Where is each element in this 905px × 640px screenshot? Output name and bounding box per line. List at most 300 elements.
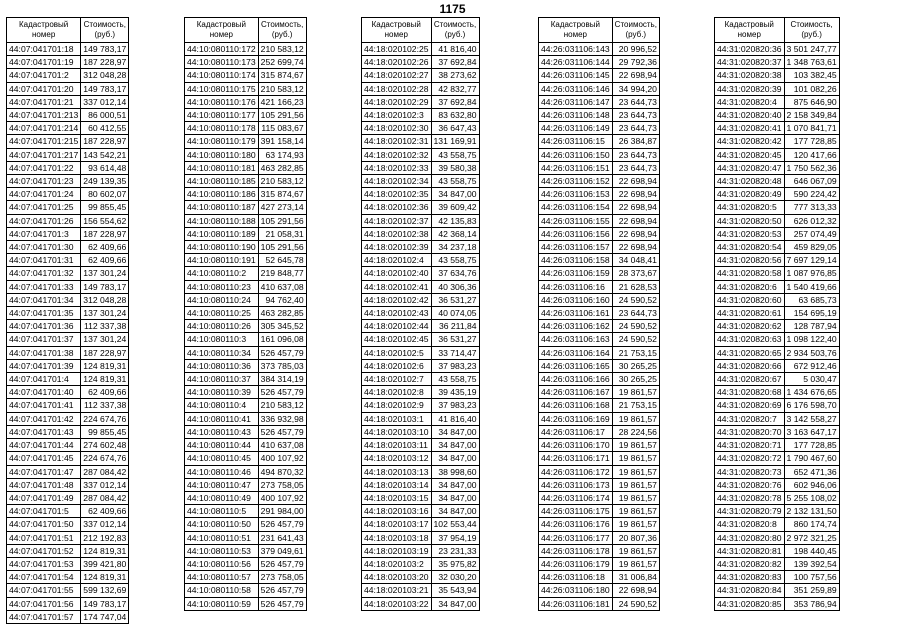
table-row — [539, 109, 660, 122]
cost-value: 149 783,17 — [81, 43, 129, 56]
cadastral-table-5 — [714, 17, 840, 611]
cadastral-number: 44:10:080110:44 — [185, 439, 259, 452]
header-cadastral-number: Кадастровый номер — [362, 18, 432, 43]
cadastral-number: 44:26:031106:165 — [539, 359, 613, 372]
table-row — [539, 135, 660, 148]
table-row — [362, 280, 480, 293]
table-row — [539, 227, 660, 240]
cost-value: 62 409,66 — [81, 505, 129, 518]
cost-value: 526 457,79 — [258, 597, 306, 610]
table-row — [362, 320, 480, 333]
table-row — [185, 307, 307, 320]
cadastral-number: 44:26:031106:167 — [539, 386, 613, 399]
cadastral-number: 44:10:080110:36 — [185, 359, 259, 372]
table-row — [539, 491, 660, 504]
cost-value: 38 998,60 — [431, 465, 479, 478]
cost-value: 39 435,19 — [431, 386, 479, 399]
table-row — [185, 346, 307, 359]
table-row — [539, 452, 660, 465]
cadastral-number: 44:07:041701:23 — [7, 175, 81, 188]
cost-value: 36 211,84 — [431, 320, 479, 333]
cadastral-number: 44:31:020820:69 — [715, 399, 785, 412]
cadastral-number: 44:31:020820:67 — [715, 373, 785, 386]
table-row — [7, 293, 129, 306]
cost-value: 105 291,56 — [258, 109, 306, 122]
table-row — [185, 148, 307, 161]
cadastral-number: 44:07:041701:53 — [7, 557, 81, 570]
cost-value: 42 368,14 — [431, 227, 479, 240]
table-row — [185, 359, 307, 372]
cadastral-number: 44:07:041701:33 — [7, 280, 81, 293]
cadastral-number: 44:26:031106:155 — [539, 214, 613, 227]
table-row — [185, 373, 307, 386]
table-row — [185, 201, 307, 214]
table-row — [7, 359, 129, 372]
cadastral-number: 44:07:041701:42 — [7, 412, 81, 425]
cadastral-number: 44:07:041701:44 — [7, 439, 81, 452]
header-cost: Стоимость, (руб.) — [431, 18, 479, 43]
table-row — [715, 557, 840, 570]
cadastral-number: 44:10:080110:57 — [185, 571, 259, 584]
cadastral-number: 44:26:031106:172 — [539, 465, 613, 478]
table-row — [362, 135, 480, 148]
cost-value: 463 282,85 — [258, 161, 306, 174]
table-row — [715, 373, 840, 386]
cost-value: 22 698,94 — [612, 584, 659, 597]
cost-value: 39 609,42 — [431, 201, 479, 214]
cost-value: 137 301,24 — [81, 333, 129, 346]
cadastral-number: 44:31:020820:47 — [715, 161, 785, 174]
cost-value: 124 819,31 — [81, 571, 129, 584]
table-row — [185, 135, 307, 148]
cost-value: 273 758,05 — [258, 571, 306, 584]
cost-value: 312 048,28 — [81, 69, 129, 82]
table-row — [185, 267, 307, 280]
table-row — [539, 69, 660, 82]
cadastral-number: 44:10:080110:174 — [185, 69, 259, 82]
table-row — [362, 148, 480, 161]
cost-value: 252 699,74 — [258, 56, 306, 69]
cadastral-number: 44:18:020102:26 — [362, 56, 432, 69]
cost-value: 210 583,12 — [258, 175, 306, 188]
table-row — [185, 557, 307, 570]
table-row — [7, 95, 129, 108]
table-row — [362, 452, 480, 465]
table-row — [185, 584, 307, 597]
cost-value: 19 861,57 — [612, 505, 659, 518]
cost-value: 287 084,42 — [81, 465, 129, 478]
cadastral-number: 44:18:020102:37 — [362, 214, 432, 227]
table-row — [715, 241, 840, 254]
cost-value: 62 409,66 — [81, 241, 129, 254]
table-row — [539, 346, 660, 359]
cadastral-number: 44:10:080110:51 — [185, 531, 259, 544]
cost-value: 23 644,73 — [612, 307, 659, 320]
cadastral-number: 44:18:020103:1 — [362, 412, 432, 425]
cost-value: 2 934 503,76 — [784, 346, 839, 359]
cost-value: 24 590,52 — [612, 597, 659, 610]
table-row — [715, 267, 840, 280]
cost-value: 224 674,76 — [81, 412, 129, 425]
cost-value: 602 946,06 — [784, 478, 839, 491]
table-row — [539, 505, 660, 518]
cost-value: 2 972 321,25 — [784, 531, 839, 544]
cadastral-number: 44:26:031106:148 — [539, 109, 613, 122]
cost-value: 21 058,31 — [258, 227, 306, 240]
cost-value: 494 870,32 — [258, 465, 306, 478]
table-row — [185, 333, 307, 346]
cadastral-number: 44:10:080110:177 — [185, 109, 259, 122]
table-row — [7, 227, 129, 240]
cost-value: 120 417,66 — [784, 148, 839, 161]
table-row — [539, 359, 660, 372]
cadastral-number: 44:31:020820:65 — [715, 346, 785, 359]
cadastral-table-2 — [184, 17, 307, 611]
table-row — [539, 56, 660, 69]
cost-value: 400 107,92 — [258, 452, 306, 465]
cost-value: 287 084,42 — [81, 491, 129, 504]
cadastral-number: 44:07:041701:37 — [7, 333, 81, 346]
table-row — [185, 439, 307, 452]
cadastral-number: 44:07:041701:213 — [7, 109, 81, 122]
cost-value: 875 646,90 — [784, 95, 839, 108]
table-row — [539, 478, 660, 491]
cadastral-number: 44:07:041701:38 — [7, 346, 81, 359]
table-row — [362, 597, 480, 610]
cost-value: 463 282,85 — [258, 307, 306, 320]
table-row — [715, 439, 840, 452]
table-row — [715, 518, 840, 531]
table-row — [539, 82, 660, 95]
table-row — [185, 478, 307, 491]
cost-value: 34 048,41 — [612, 254, 659, 267]
cadastral-number: 44:18:020102:38 — [362, 227, 432, 240]
cadastral-number: 44:10:080110:173 — [185, 56, 259, 69]
cadastral-number: 44:31:020820:37 — [715, 56, 785, 69]
cost-value: 19 861,57 — [612, 491, 659, 504]
cost-value: 83 632,80 — [431, 109, 479, 122]
cadastral-number: 44:07:041701:54 — [7, 571, 81, 584]
cadastral-number: 44:18:020102:33 — [362, 161, 432, 174]
cost-value: 177 728,85 — [784, 439, 839, 452]
table-row — [7, 43, 129, 56]
table-row — [7, 610, 129, 623]
cost-value: 3 142 558,27 — [784, 412, 839, 425]
table-row — [362, 505, 480, 518]
cadastral-number: 44:07:041701:215 — [7, 135, 81, 148]
cadastral-number: 44:18:020103:13 — [362, 465, 432, 478]
table-row — [539, 584, 660, 597]
cost-value: 672 912,46 — [784, 359, 839, 372]
table-row — [7, 518, 129, 531]
cadastral-number: 44:26:031106:161 — [539, 307, 613, 320]
cadastral-number: 44:31:020820:61 — [715, 307, 785, 320]
cost-value: 34 994,20 — [612, 82, 659, 95]
cadastral-number: 44:07:041701:30 — [7, 241, 81, 254]
cadastral-number: 44:26:031106:18 — [539, 571, 613, 584]
table-row — [715, 478, 840, 491]
table-row — [185, 399, 307, 412]
cost-value: 219 848,77 — [258, 267, 306, 280]
cadastral-number: 44:31:020820:48 — [715, 175, 785, 188]
cadastral-number: 44:31:020820:71 — [715, 439, 785, 452]
cadastral-number: 44:26:031106:177 — [539, 531, 613, 544]
cadastral-number: 44:10:080110:39 — [185, 386, 259, 399]
cadastral-number: 44:31:020820:84 — [715, 584, 785, 597]
cost-value: 1 790 467,60 — [784, 452, 839, 465]
table-row — [7, 188, 129, 201]
cadastral-number: 44:31:020820:78 — [715, 491, 785, 504]
header-cadastral-number: Кадастровый номер — [185, 18, 259, 43]
cost-value: 93 614,48 — [81, 161, 129, 174]
cost-value: 62 409,66 — [81, 386, 129, 399]
cadastral-number: 44:10:080110:191 — [185, 254, 259, 267]
cadastral-number: 44:18:020102:29 — [362, 95, 432, 108]
table-row — [539, 161, 660, 174]
cadastral-number: 44:26:031106:181 — [539, 597, 613, 610]
cadastral-number: 44:31:020820:7 — [715, 412, 785, 425]
header-cost: Стоимость, (руб.) — [612, 18, 659, 43]
cadastral-number: 44:31:020820:66 — [715, 359, 785, 372]
cadastral-number: 44:07:041701:26 — [7, 214, 81, 227]
cost-value: 115 083,67 — [258, 122, 306, 135]
cadastral-number: 44:10:080110:185 — [185, 175, 259, 188]
cost-value: 34 237,18 — [431, 241, 479, 254]
cost-value: 3 163 647,17 — [784, 425, 839, 438]
cadastral-number: 44:18:020103:11 — [362, 439, 432, 452]
cost-value: 187 228,97 — [81, 135, 129, 148]
table-row — [7, 280, 129, 293]
cadastral-number: 44:18:020102:30 — [362, 122, 432, 135]
cadastral-number: 44:10:080110:172 — [185, 43, 259, 56]
table-row — [715, 584, 840, 597]
cost-value: 124 819,31 — [81, 359, 129, 372]
cadastral-number: 44:07:041701:55 — [7, 584, 81, 597]
table-row — [185, 188, 307, 201]
cadastral-number: 44:26:031106:17 — [539, 425, 613, 438]
cost-value: 139 392,54 — [784, 557, 839, 570]
cost-value: 210 583,12 — [258, 399, 306, 412]
cadastral-number: 44:18:020102:35 — [362, 188, 432, 201]
table-row — [715, 109, 840, 122]
cost-value: 20 807,36 — [612, 531, 659, 544]
cost-value: 19 861,57 — [612, 439, 659, 452]
cadastral-number: 44:18:020102:40 — [362, 267, 432, 280]
table-row — [362, 43, 480, 56]
cost-value: 30 265,25 — [612, 373, 659, 386]
cost-value: 273 758,05 — [258, 478, 306, 491]
cadastral-number: 44:18:020102:4 — [362, 254, 432, 267]
cadastral-number: 44:10:080110:181 — [185, 161, 259, 174]
cadastral-number: 44:18:020103:10 — [362, 425, 432, 438]
cadastral-number: 44:26:031106:170 — [539, 439, 613, 452]
cadastral-number: 44:07:041701:56 — [7, 597, 81, 610]
cadastral-number: 44:10:080110:45 — [185, 452, 259, 465]
table-row — [362, 478, 480, 491]
cost-value: 34 847,00 — [431, 452, 479, 465]
table-row — [362, 95, 480, 108]
cadastral-number: 44:10:080110:24 — [185, 293, 259, 306]
cadastral-number: 44:31:020820:8 — [715, 518, 785, 531]
table-row — [7, 254, 129, 267]
table-row — [362, 399, 480, 412]
cadastral-number: 44:31:020820:53 — [715, 227, 785, 240]
cadastral-number: 44:26:031106:173 — [539, 478, 613, 491]
table-row — [715, 95, 840, 108]
cadastral-number: 44:26:031106:145 — [539, 69, 613, 82]
cadastral-number: 44:26:031106:171 — [539, 452, 613, 465]
table-row — [715, 161, 840, 174]
cadastral-number: 44:26:031106:160 — [539, 293, 613, 306]
table-row — [539, 531, 660, 544]
cost-value: 43 558,75 — [431, 148, 479, 161]
cadastral-number: 44:10:080110:189 — [185, 227, 259, 240]
cadastral-number: 44:18:020102:34 — [362, 175, 432, 188]
table-row — [539, 544, 660, 557]
cadastral-number: 44:31:020820:4 — [715, 95, 785, 108]
cadastral-number: 44:18:020103:20 — [362, 571, 432, 584]
cost-value: 526 457,79 — [258, 386, 306, 399]
table-row — [539, 557, 660, 570]
cost-value: 149 783,17 — [81, 82, 129, 95]
table-row — [7, 478, 129, 491]
cadastral-number: 44:18:020102:39 — [362, 241, 432, 254]
cost-value: 63 174,93 — [258, 148, 306, 161]
cadastral-number: 44:31:020820:81 — [715, 544, 785, 557]
cost-value: 224 674,76 — [81, 452, 129, 465]
table-row — [7, 267, 129, 280]
cost-value: 37 692,84 — [431, 56, 479, 69]
cost-value: 1 070 841,71 — [784, 122, 839, 135]
cadastral-number: 44:31:020820:80 — [715, 531, 785, 544]
cost-value: 1 434 676,65 — [784, 386, 839, 399]
cost-value: 94 762,40 — [258, 293, 306, 306]
table-row — [7, 373, 129, 386]
table-row — [539, 254, 660, 267]
cost-value: 212 192,83 — [81, 531, 129, 544]
cost-value: 21 628,53 — [612, 280, 659, 293]
cost-value: 5 255 108,02 — [784, 491, 839, 504]
cost-value: 22 698,94 — [612, 69, 659, 82]
cost-value: 410 637,08 — [258, 280, 306, 293]
table-row — [7, 333, 129, 346]
cadastral-number: 44:31:020820:6 — [715, 280, 785, 293]
cadastral-number: 44:07:041701:43 — [7, 425, 81, 438]
cost-value: 37 692,84 — [431, 95, 479, 108]
cost-value: 210 583,12 — [258, 43, 306, 56]
table-row — [362, 425, 480, 438]
cadastral-number: 44:31:020820:39 — [715, 82, 785, 95]
table-row — [7, 597, 129, 610]
header-cost: Стоимость, (руб.) — [784, 18, 839, 43]
cadastral-number: 44:18:020102:9 — [362, 399, 432, 412]
table-row — [715, 82, 840, 95]
cost-value: 40 306,36 — [431, 280, 479, 293]
cost-value: 187 228,97 — [81, 346, 129, 359]
table-row — [539, 518, 660, 531]
cadastral-number: 44:10:080110:47 — [185, 478, 259, 491]
table-row — [362, 201, 480, 214]
cost-value: 257 074,49 — [784, 227, 839, 240]
cadastral-number: 44:07:041701:22 — [7, 161, 81, 174]
table-row — [185, 95, 307, 108]
cost-value: 3 501 247,77 — [784, 43, 839, 56]
cadastral-number: 44:18:020103:21 — [362, 584, 432, 597]
table-row — [362, 386, 480, 399]
cadastral-number: 44:26:031106:152 — [539, 175, 613, 188]
table-row — [362, 373, 480, 386]
cadastral-number: 44:07:041701:36 — [7, 320, 81, 333]
cost-value: 23 644,73 — [612, 109, 659, 122]
cost-value: 34 847,00 — [431, 425, 479, 438]
table-row — [715, 465, 840, 478]
table-row — [185, 425, 307, 438]
table-header-row — [185, 18, 307, 43]
cost-value: 101 082,26 — [784, 82, 839, 95]
table-row — [715, 491, 840, 504]
cost-value: 19 861,57 — [612, 557, 659, 570]
table-row — [185, 280, 307, 293]
table-row — [7, 571, 129, 584]
cadastral-number: 44:07:041701:48 — [7, 478, 81, 491]
cadastral-number: 44:26:031106:162 — [539, 320, 613, 333]
cadastral-number: 44:07:041701:41 — [7, 399, 81, 412]
cadastral-number: 44:10:080110:58 — [185, 584, 259, 597]
cadastral-number: 44:18:020102:5 — [362, 346, 432, 359]
cost-value: 24 590,52 — [612, 320, 659, 333]
table-row — [539, 307, 660, 320]
cadastral-number: 44:26:031106:153 — [539, 188, 613, 201]
table-row — [539, 425, 660, 438]
table-row — [715, 425, 840, 438]
cost-value: 43 558,75 — [431, 254, 479, 267]
cost-value: 149 783,17 — [81, 280, 129, 293]
cost-value: 156 554,62 — [81, 214, 129, 227]
cost-value: 1 540 419,66 — [784, 280, 839, 293]
table-row — [715, 412, 840, 425]
table-row — [539, 597, 660, 610]
table-row — [7, 491, 129, 504]
table-row — [362, 571, 480, 584]
table-row — [7, 505, 129, 518]
cadastral-number: 44:10:080110:25 — [185, 307, 259, 320]
table-row — [362, 307, 480, 320]
table-row — [715, 597, 840, 610]
cost-value: 526 457,79 — [258, 557, 306, 570]
cadastral-number: 44:31:020820:83 — [715, 571, 785, 584]
cadastral-number: 44:18:020103:16 — [362, 505, 432, 518]
table-row — [362, 56, 480, 69]
cost-value: 410 637,08 — [258, 439, 306, 452]
cost-value: 100 757,56 — [784, 571, 839, 584]
cost-value: 1 087 976,85 — [784, 267, 839, 280]
cadastral-number: 44:07:041701:21 — [7, 95, 81, 108]
cadastral-number: 44:31:020820:54 — [715, 241, 785, 254]
table-header-row — [715, 18, 840, 43]
table-row — [362, 267, 480, 280]
cost-value: 2 132 131,50 — [784, 505, 839, 518]
cadastral-number: 44:10:080110:50 — [185, 518, 259, 531]
table-row — [539, 399, 660, 412]
cadastral-number: 44:31:020820:76 — [715, 478, 785, 491]
cost-value: 526 457,79 — [258, 346, 306, 359]
cost-value: 37 983,23 — [431, 399, 479, 412]
cost-value: 860 174,74 — [784, 518, 839, 531]
table-row — [362, 584, 480, 597]
table-row — [362, 227, 480, 240]
table-row — [362, 518, 480, 531]
header-cadastral-number: Кадастровый номер — [715, 18, 785, 43]
